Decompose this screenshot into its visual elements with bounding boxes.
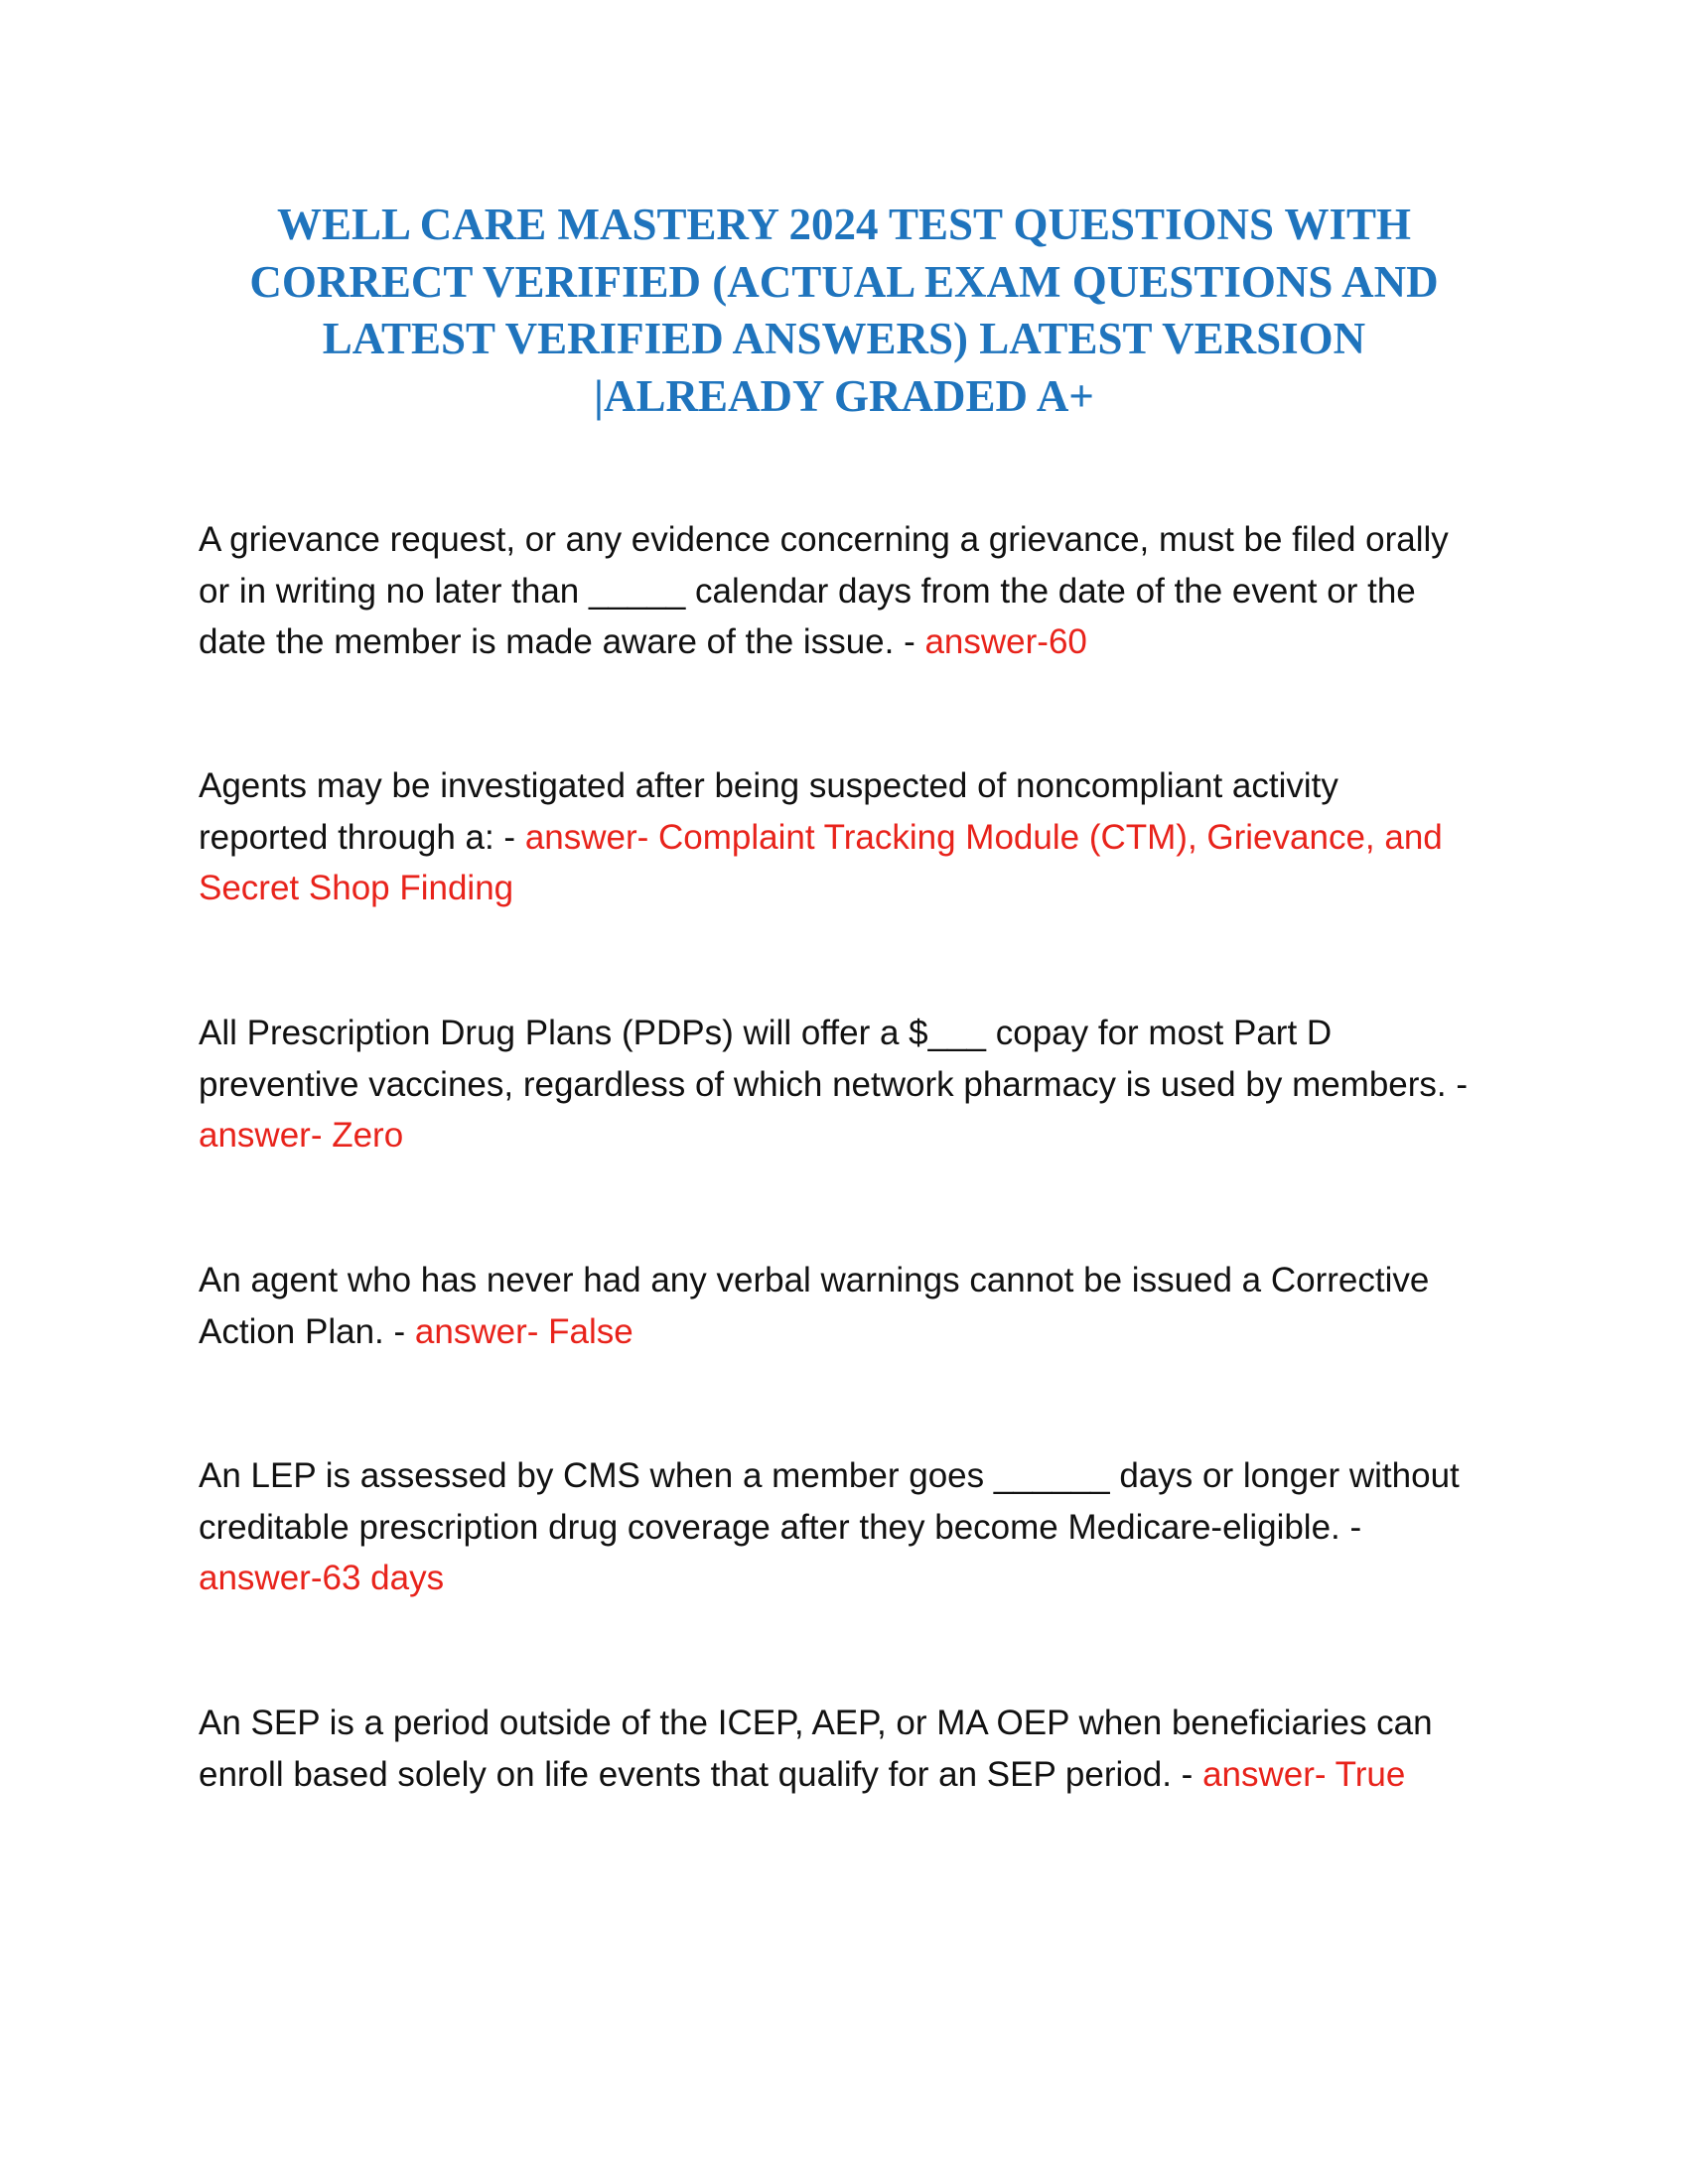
question-text-line bbox=[199, 1306, 1509, 1358]
question-text-line bbox=[199, 812, 1509, 864]
document-title bbox=[179, 197, 1509, 425]
question-text-line: Agents may be investigated after being suspected of noncompliant activity bbox=[199, 766, 1338, 805]
answer-text: answer- False bbox=[414, 1311, 633, 1351]
question-text: enroll based solely on life events that qualify for an SEP period. - bbox=[199, 1754, 1203, 1794]
qa-item-pdp-vaccine-copay bbox=[199, 1008, 1509, 1161]
question-text-line: creditable prescription drug coverage after they become Medicare-eligible. - bbox=[199, 1507, 1362, 1547]
title-line-2: CORRECT VERIFIED (ACTUAL EXAM QUESTIONS AND bbox=[249, 256, 1439, 307]
answer-text: answer-60 bbox=[924, 622, 1087, 661]
qa-item-agent-investigation bbox=[199, 760, 1509, 914]
question-text-line: or in writing no later than _____ calendar days from the date of the event or the bbox=[199, 571, 1416, 611]
question-text-line: An SEP is a period outside of the ICEP, AEP, or MA OEP when beneficiaries can bbox=[199, 1704, 1433, 1742]
question-text: reported through a: - bbox=[199, 817, 525, 857]
question-text-line: An agent who has never had any verbal warnings cannot be issued a Corrective bbox=[199, 1261, 1430, 1299]
question-text: date the member is made aware of the issue. - bbox=[199, 622, 925, 661]
qa-item-grievance-deadline bbox=[199, 514, 1509, 668]
qa-item-lep-assessment bbox=[199, 1450, 1509, 1604]
question-text-line: An LEP is assessed by CMS when a member goes ______ days or longer without bbox=[199, 1456, 1460, 1495]
answer-text: answer- Complaint Tracking Module (CTM), Grievance, and bbox=[524, 817, 1443, 857]
qa-item-corrective-action-plan bbox=[199, 1255, 1509, 1357]
answer-text-line: answer- Zero bbox=[199, 1116, 404, 1155]
question-text: Action Plan. - bbox=[199, 1311, 415, 1351]
title-line-3: LATEST VERIFIED ANSWERS) LATEST VERSION bbox=[322, 314, 1366, 363]
qa-item-sep-definition bbox=[199, 1698, 1509, 1800]
title-line-4: |ALREADY GRADED A+ bbox=[594, 370, 1094, 421]
answer-text-line: answer-63 days bbox=[199, 1559, 445, 1597]
question-text-line: All Prescription Drug Plans (PDPs) will offer a $___ copay for most Part D bbox=[199, 1014, 1333, 1052]
title-line-1: WELL CARE MASTERY 2024 TEST QUESTIONS WITH bbox=[276, 200, 1412, 249]
question-text-line bbox=[199, 616, 1509, 668]
question-text-line bbox=[199, 1749, 1509, 1801]
answer-text: answer- True bbox=[1202, 1754, 1406, 1794]
question-text-line: preventive vaccines, regardless of which network pharmacy is used by members. - bbox=[199, 1064, 1469, 1104]
question-text-line: A grievance request, or any evidence concerning a grievance, must be filed orally bbox=[199, 520, 1449, 559]
answer-text-line: Secret Shop Finding bbox=[199, 869, 514, 907]
